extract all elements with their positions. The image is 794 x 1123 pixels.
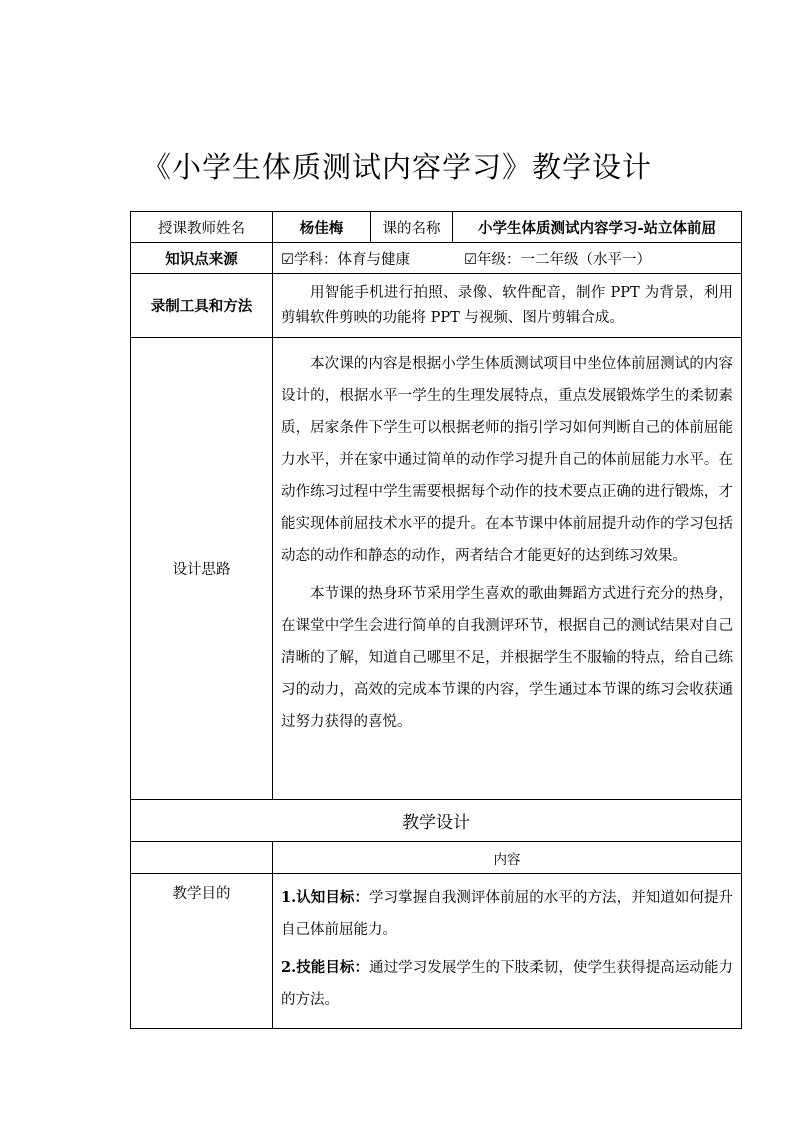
goal-text: 学习掌握自我测评体前屈的水平的方法，并知道如何提升自己体前屈能力。 [281,890,734,938]
teaching-design-header-row [131,800,742,842]
empty-header-cell [131,842,273,874]
design-idea-paragraph: 本节课的热身环节采用学生喜欢的歌曲舞蹈方式进行充分的热身，在课堂中学生会进行简单的自我测评环节，根据自己的测试结果对自己清晰的了解，知道自己哪里不足，并根据学生不服输的特点，给自己练习的动力，高效的完成本节课的内容，学生通过本节课的练习会收获通过努力获得的喜悦。 [281,586,733,730]
design-idea-row [131,338,742,800]
source-row [131,243,742,274]
content-header: 内容 [273,842,742,874]
goal-item [281,952,733,1016]
source-value [273,243,742,274]
teacher-name: 杨佳梅 [273,212,371,243]
teaching-goals-row [131,874,742,1029]
goal-text: 通过学习发展学生的下肢柔韧，使学生获得提高运动能力的方法。 [281,960,734,1008]
teaching-goals-label: 教学目的 [131,874,273,1029]
subject-checkbox-text: ☑学科：体育与健康 [281,251,410,268]
design-idea-paragraph: 本次课的内容是根据小学生体质测试项目中坐位体前屈测试的内容设计的，根据水平一学生的生理发展特点，重点发展锻炼学生的柔韧素质，居家条件下学生可以根据老师的指引学习如何判断自己的体前屈能力水平，并在家中通过简单的动作学习提升自己的体前屈能力水平。在动作练习过程中学生需要根据每个动作的技术要点正确的进行锻炼，才能实现体前屈技术水平的提升。在本节课中体前屈提升动作的学习包括动态的动作和静态的动作，两者结合才能更好的达到练习效果。 [281,356,733,564]
recording-text: 用智能手机进行拍照、录像、软件配音，制作 PPT 为背景，利用剪辑软件剪映的功能将 PPT 与视频、图片剪辑合成。 [281,284,733,326]
goal-prefix: 1.认知目标： [281,889,370,906]
recording-label: 录制工具和方法 [131,274,273,338]
design-idea-value [273,338,742,800]
teacher-row [131,212,742,243]
design-idea-label: 设计思路 [131,338,273,800]
recording-row [131,274,742,338]
teacher-label: 授课教师姓名 [131,212,273,243]
grade-checkbox-text: ☑年级：一二年级（水平一） [464,251,651,268]
goal-item [281,882,733,946]
recording-value [273,274,742,338]
course-name: 小学生体质测试内容学习-站立体前屈 [453,212,742,243]
teaching-design-header: 教学设计 [131,800,742,842]
teaching-goals-value [273,874,742,1029]
source-label: 知识点来源 [131,243,273,274]
goal-prefix: 2.技能目标： [281,959,370,976]
content-header-row [131,842,742,874]
page-title: 《小学生体质测试内容学习》教学设计 [141,150,652,184]
course-label: 课的名称 [371,212,453,243]
lesson-design-table [130,211,742,1029]
